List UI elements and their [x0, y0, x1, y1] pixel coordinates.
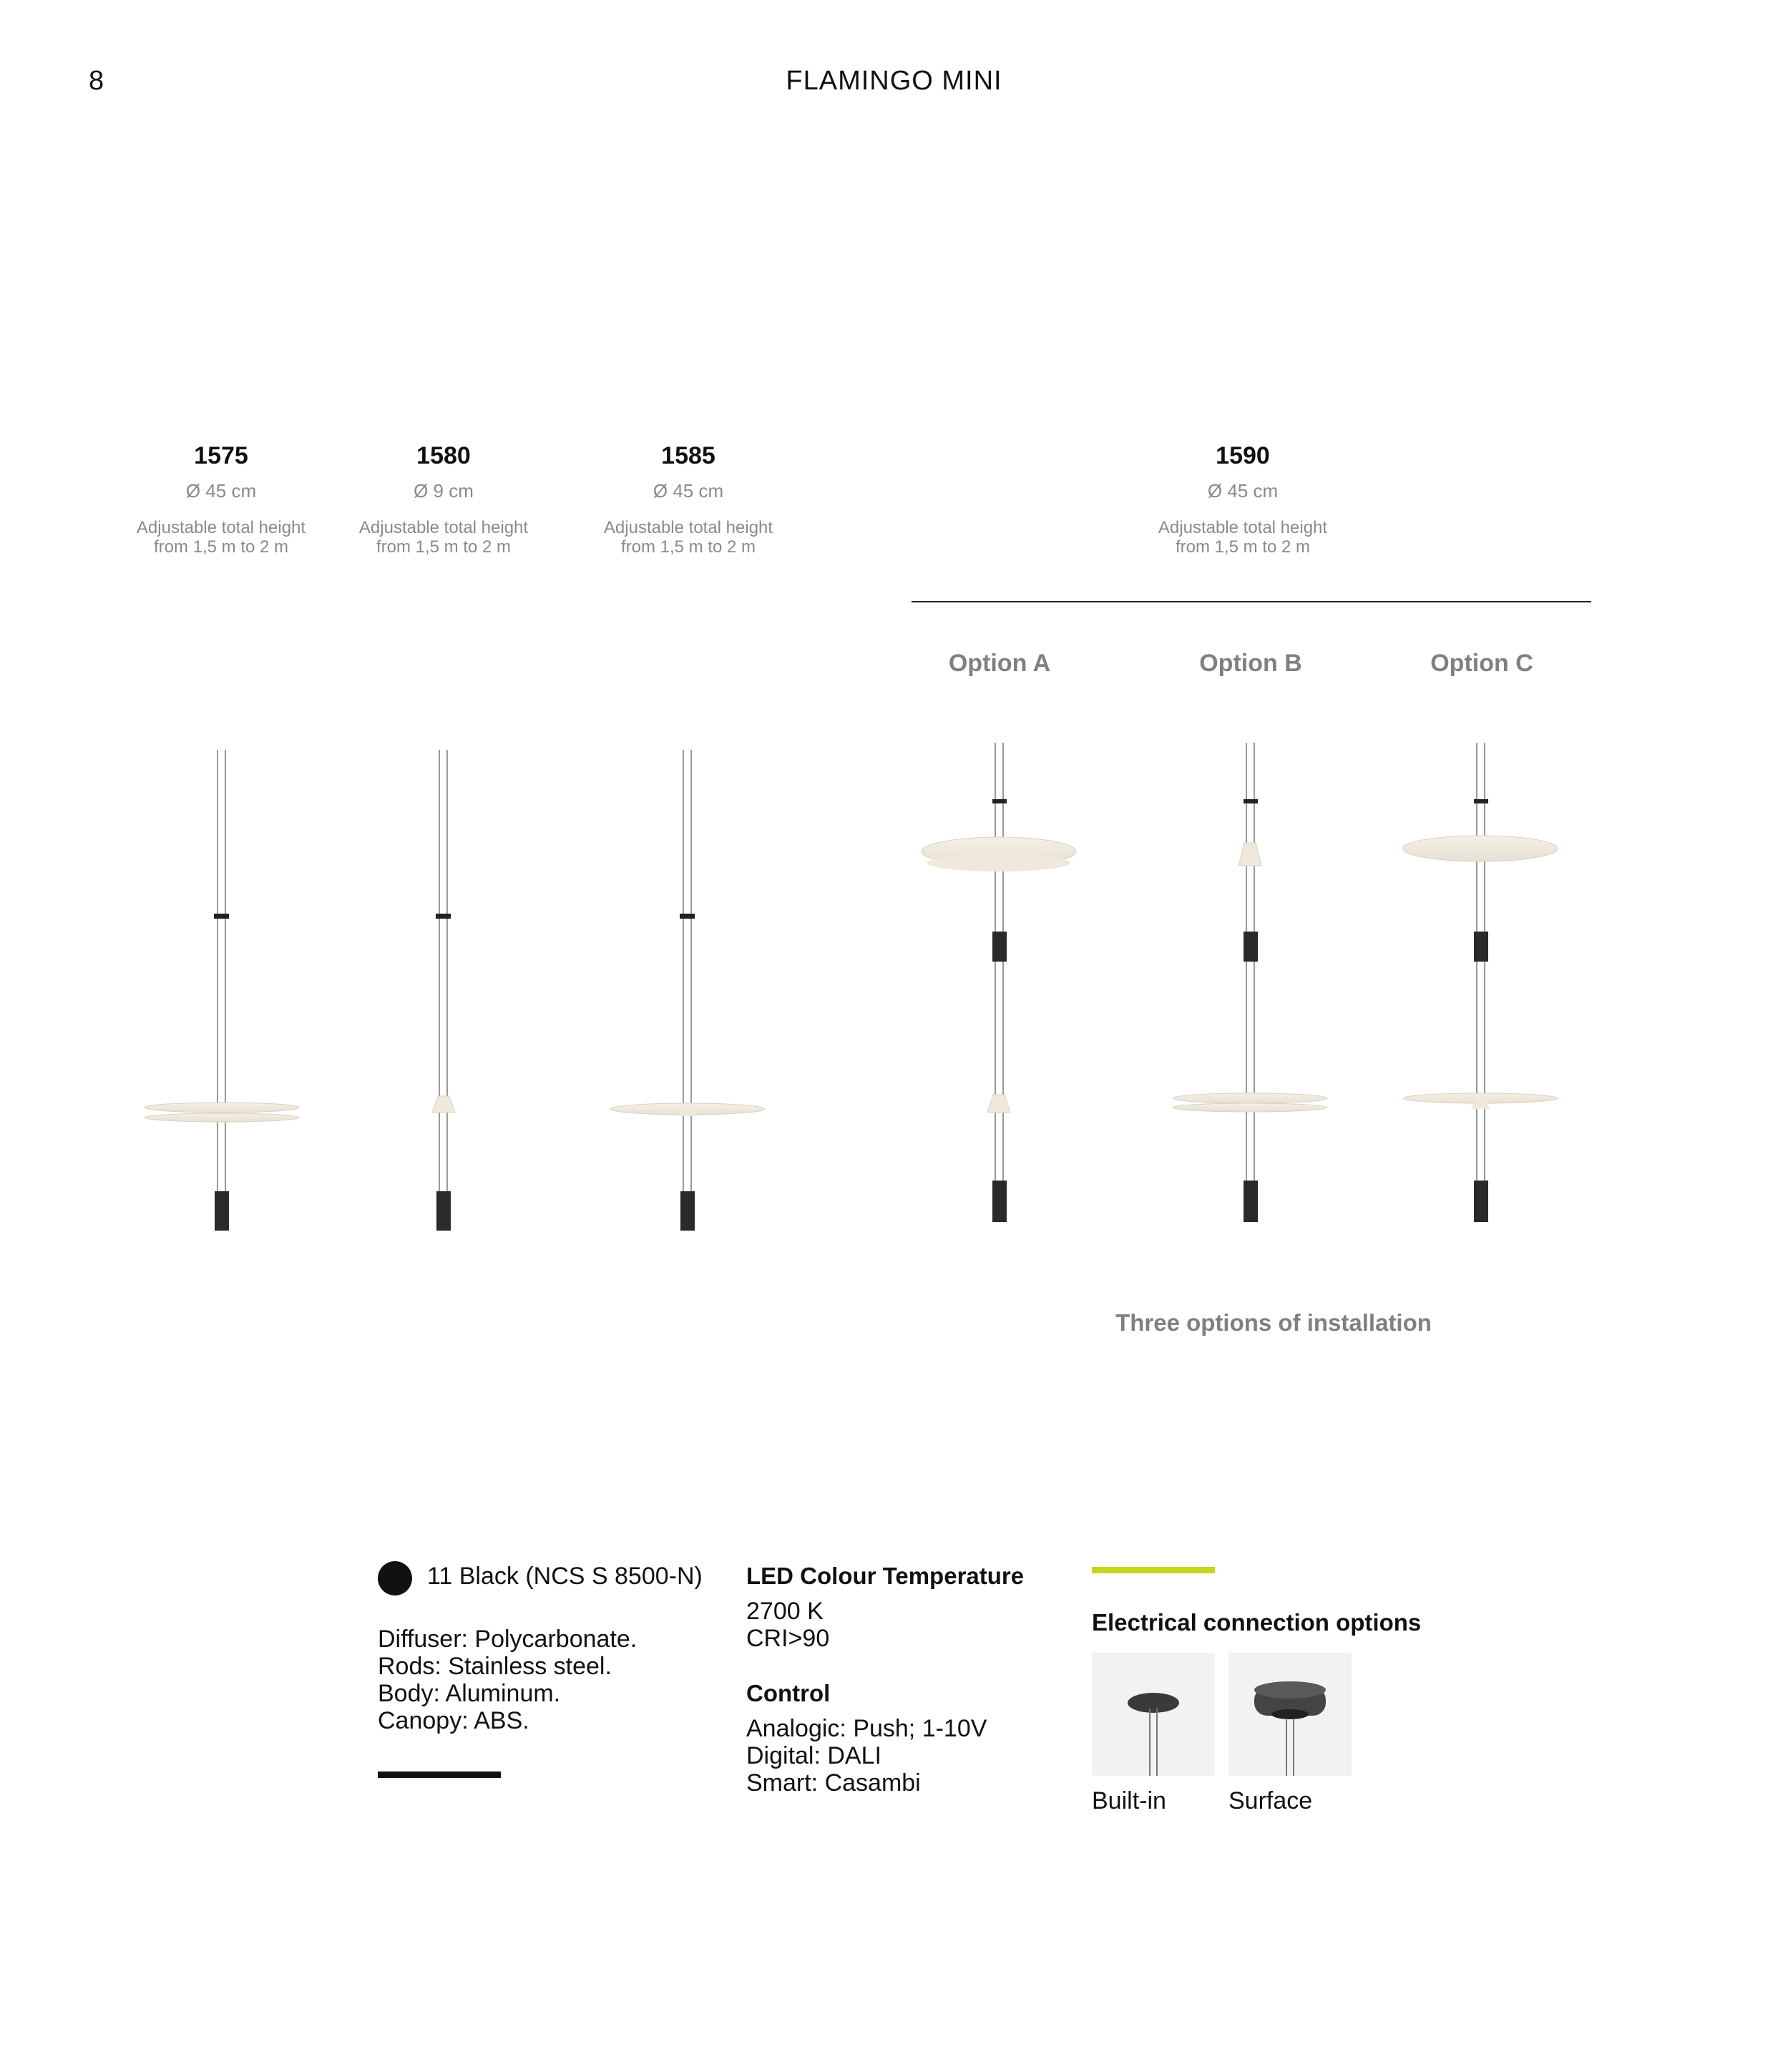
led-temperature: 2700 K: [746, 1598, 824, 1625]
model-diameter: Ø 45 cm: [1207, 480, 1279, 502]
model-diameter: Ø 9 cm: [414, 480, 474, 502]
control-heading: Control: [746, 1680, 831, 1706]
model-code: 1575: [194, 442, 248, 469]
options-caption: Three options of installation: [1115, 1309, 1432, 1336]
surface-canopy-icon: [1228, 1653, 1352, 1776]
built-in-canopy-icon: [1092, 1653, 1215, 1776]
built-in-thumbnail: [1092, 1653, 1215, 1776]
model-diameter: Ø 45 cm: [653, 480, 724, 502]
material-diffuser: Diffuser: Polycarbonate.: [378, 1626, 637, 1653]
finish-swatch: [378, 1561, 412, 1595]
control-smart: Smart: Casambi: [746, 1769, 921, 1797]
model-height-line2: from 1,5 m to 2 m: [620, 537, 756, 557]
page-title: FLAMINGO MINI: [786, 66, 1002, 96]
led-heading: LED Colour Temperature: [746, 1563, 1025, 1589]
material-canopy: Canopy: ABS.: [378, 1707, 529, 1734]
built-in-label: Built-in: [1092, 1787, 1166, 1814]
model-height-line2: from 1,5 m to 2 m: [376, 537, 512, 557]
electrical-heading: Electrical connection options: [1092, 1609, 1422, 1636]
lamp-1590-option-c-icon: [1403, 743, 1558, 1222]
model-height-line2: from 1,5 m to 2 m: [153, 537, 289, 557]
option-a-label: Option A: [948, 650, 1051, 677]
lamp-1575-icon: [145, 750, 299, 1231]
surface-thumbnail: [1228, 1653, 1352, 1776]
led-cri: CRI>90: [746, 1625, 830, 1652]
lime-accent-bar: [1092, 1567, 1215, 1573]
model-height-line2: from 1,5 m to 2 m: [1175, 537, 1311, 557]
option-b-label: Option B: [1199, 650, 1302, 677]
black-accent-bar: [378, 1772, 501, 1778]
model-height-line1: Adjustable total height: [1158, 518, 1328, 537]
model-code: 1585: [661, 442, 715, 469]
option-c-label: Option C: [1430, 650, 1533, 677]
material-body: Body: Aluminum.: [378, 1680, 561, 1707]
lamp-1590-option-b-icon: [1173, 743, 1327, 1222]
model-diameter: Ø 45 cm: [185, 480, 257, 502]
material-rods: Rods: Stainless steel.: [378, 1653, 612, 1680]
control-digital: Digital: DALI: [746, 1742, 881, 1769]
finish-color-name: 11 Black (NCS S 8500-N): [427, 1563, 703, 1590]
control-analogic: Analogic: Push; 1-10V: [746, 1715, 987, 1742]
model-code: 1590: [1216, 442, 1270, 469]
lamp-1585-icon: [610, 750, 765, 1231]
model-code: 1580: [416, 442, 471, 469]
model-height-line1: Adjustable total height: [358, 518, 529, 537]
lamp-1590-option-a-icon: [922, 743, 1076, 1222]
model-height-line1: Adjustable total height: [136, 518, 306, 537]
page-number: 8: [89, 66, 104, 96]
model-height-line1: Adjustable total height: [603, 518, 773, 537]
lamp-1580-icon: [432, 750, 455, 1231]
surface-label: Surface: [1228, 1787, 1313, 1814]
